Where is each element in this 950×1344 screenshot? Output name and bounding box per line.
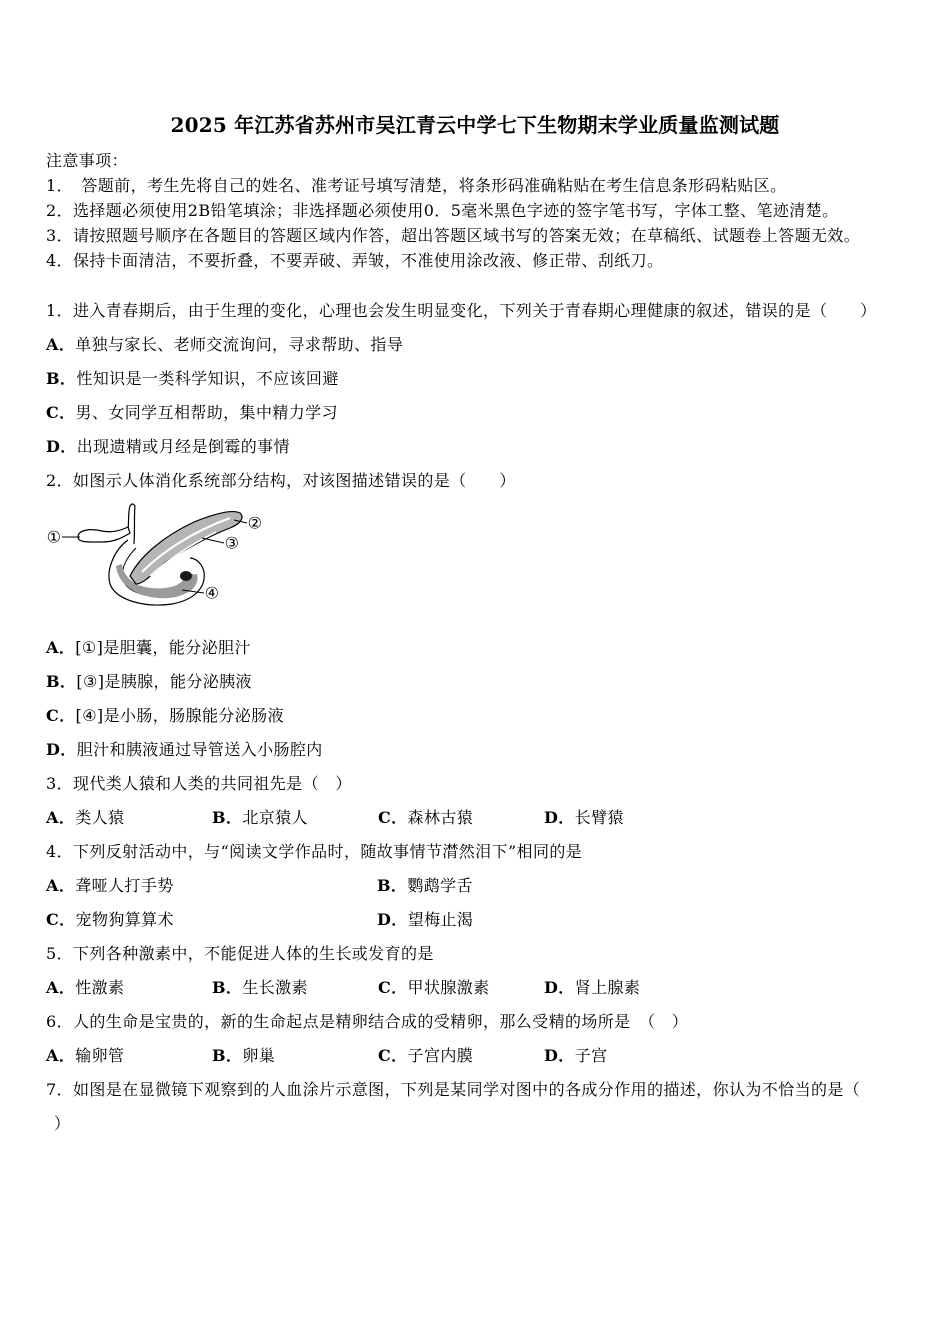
question-6-options <box>46 1039 936 1073</box>
question-6-option-c <box>378 1039 544 1073</box>
question-4-option-a <box>46 869 377 903</box>
note-item-2: 2．选择题必须使用2B铅笔填涂；非选择题必须使用0．5毫米黑色字迹的签字笔书写，字体工整、笔迹清楚。 <box>46 201 839 220</box>
option-label: A． <box>46 876 76 895</box>
question-4-options-row-1 <box>46 869 936 903</box>
option-label: D． <box>46 437 77 456</box>
question-1-option-c <box>46 396 936 430</box>
figure-label-3: ③ <box>224 533 240 553</box>
option-label: C． <box>378 808 408 827</box>
question-5-option-c <box>378 971 544 1005</box>
option-label: D． <box>46 740 77 759</box>
option-text: 子宫内膜 <box>407 1046 474 1065</box>
question-4-option-d <box>377 903 708 937</box>
option-text: 森林古猿 <box>407 808 474 827</box>
option-label: A． <box>46 1046 76 1065</box>
option-label: C． <box>378 978 408 997</box>
question-2-option-b <box>46 665 936 699</box>
option-label: B． <box>46 672 77 691</box>
option-text: 肾上腺素 <box>574 978 641 997</box>
option-label: A． <box>46 335 76 354</box>
option-text: 输卵管 <box>75 1046 125 1065</box>
question-6-option-a <box>46 1039 212 1073</box>
question-7-stem-continued: ） <box>54 1114 71 1133</box>
option-text: 子宫 <box>574 1046 608 1065</box>
gallbladder-shape <box>78 527 130 542</box>
option-text: 性知识是一类科学知识，不应该回避 <box>76 369 339 388</box>
question-6-stem: 6．人的生命是宝贵的，新的生命起点是精卵结合成的受精卵，那么受精的场所是 （ ） <box>46 1012 689 1031</box>
question-4-option-c <box>46 903 377 937</box>
notes-section <box>46 148 936 273</box>
exam-title: 2025 年江苏省苏州市吴江青云中学七下生物期末学业质量监测试题 <box>170 113 780 137</box>
question-2-option-a <box>46 631 936 665</box>
question-3-option-c <box>378 801 544 835</box>
option-label: C． <box>46 403 76 422</box>
question-1-option-d <box>46 430 936 464</box>
option-text: 类人猿 <box>75 808 125 827</box>
question-3-options <box>46 801 936 835</box>
question-6-option-d <box>544 1039 710 1073</box>
figure-label-4: ④ <box>204 583 220 603</box>
option-label: C． <box>46 706 76 725</box>
option-text: 北京猿人 <box>242 808 308 827</box>
option-label: B． <box>46 369 77 388</box>
digestive-system-diagram <box>44 500 276 612</box>
question-5-option-a <box>46 971 212 1005</box>
question-2-stem: 2．如图示人体消化系统部分结构，对该图描述错误的是（ ） <box>46 471 516 490</box>
option-text: 性激素 <box>75 978 125 997</box>
option-text: 出现遗精或月经是倒霉的事情 <box>76 437 290 456</box>
question-7-stem: 7．如图是在显微镜下观察到的人血涂片示意图，下列是某同学对图中的各成分作用的描述，你认为不恰当的是（ <box>46 1080 861 1099</box>
question-4-option-b <box>377 869 708 903</box>
question-3-option-a <box>46 801 212 835</box>
question-1-option-a <box>46 328 936 362</box>
duct-opening <box>180 571 192 581</box>
option-text: [③]是胰腺，能分泌胰液 <box>76 672 252 691</box>
option-text: 胆汁和胰液通过导管送入小肠腔内 <box>76 740 323 759</box>
option-label: D． <box>377 910 408 929</box>
question-3-stem: 3．现代类人猿和人类的共同祖先是（ ） <box>46 774 352 793</box>
option-label: D． <box>544 808 575 827</box>
option-text: 望梅止渴 <box>407 910 474 929</box>
option-text: 聋哑人打手势 <box>75 876 174 895</box>
question-2-figure <box>46 498 936 631</box>
question-5-stem: 5．下列各种激素中，不能促进人体的生长或发育的是 <box>46 944 434 963</box>
label-3-leader <box>202 538 224 543</box>
option-text: 鹦鹉学舌 <box>407 876 473 895</box>
option-text: 宠物狗算算术 <box>75 910 174 929</box>
bile-duct-cap <box>130 504 135 506</box>
bile-duct-right-wall <box>134 506 135 544</box>
option-label: B． <box>212 978 243 997</box>
option-label: A． <box>46 808 76 827</box>
option-text: [①]是胆囊，能分泌胆汁 <box>75 638 251 657</box>
question-5-options <box>46 971 936 1005</box>
question-2-option-d <box>46 733 936 767</box>
question-1-option-b <box>46 362 936 396</box>
option-label: D． <box>544 978 575 997</box>
option-label: B． <box>212 1046 243 1065</box>
question-4-options-row-2 <box>46 903 936 937</box>
figure-label-1: ① <box>46 527 62 547</box>
question-1-stem: 1．进入青春期后，由于生理的变化，心理也会发生明显变化，下列关于青春期心理健康的叙述，错误的是（ ） <box>46 301 877 320</box>
option-label: A． <box>46 638 76 657</box>
notes-heading: 注意事项： <box>46 151 129 170</box>
option-text: 单独与家长、老师交流询问，寻求帮助、指导 <box>75 335 404 354</box>
option-label: A． <box>46 978 76 997</box>
option-text: [④]是小肠，肠腺能分泌肠液 <box>75 706 284 725</box>
option-label: B． <box>377 876 408 895</box>
option-label: C． <box>378 1046 408 1065</box>
option-text: 卵巢 <box>242 1046 276 1065</box>
question-6-option-b <box>212 1039 378 1073</box>
option-label: B． <box>212 808 243 827</box>
question-5-option-b <box>212 971 378 1005</box>
note-item-3: 3．请按照题号顺序在各题目的答题区域内作答，超出答题区域书写的答案无效；在草稿纸、试题卷上答题无效。 <box>46 226 861 245</box>
option-text: 男、女同学互相帮助，集中精力学习 <box>75 403 338 422</box>
option-text: 长臂猿 <box>574 808 624 827</box>
note-item-1: 1． 答题前，考生先将自己的姓名、准考证号填写清楚，将条形码准确粘贴在考生信息条形码粘贴区。 <box>46 176 787 195</box>
question-3-option-d <box>544 801 710 835</box>
note-item-4: 4．保持卡面清洁，不要折叠，不要弄破、弄皱，不准使用涂改液、修正带、刮纸刀。 <box>46 251 664 270</box>
question-3-option-b <box>212 801 378 835</box>
option-text: 生长激素 <box>242 978 308 997</box>
option-text: 甲状腺激素 <box>407 978 490 997</box>
questions-section <box>46 294 936 1141</box>
question-5-option-d <box>544 971 710 1005</box>
question-4-stem: 4．下列反射活动中，与“阅读文学作品时，随故事情节潸然泪下”相同的是 <box>46 842 583 861</box>
figure-label-2: ② <box>247 513 263 533</box>
question-2-option-c <box>46 699 936 733</box>
option-label: C． <box>46 910 76 929</box>
option-label: D． <box>544 1046 575 1065</box>
